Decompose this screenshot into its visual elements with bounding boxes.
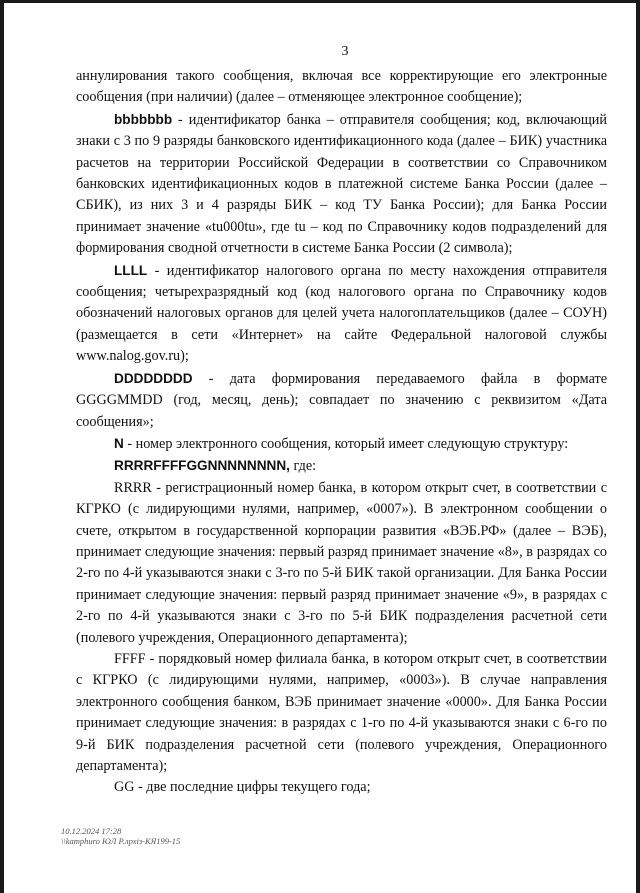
text-tax-authority: - идентификатор налогового органа по месту нахождения отправителя сообщения; четырехразрядный код (код налогового органа по Справочнику кодов обозначений налоговых органов для целей учета налогоплательщиков (далее – СОУН) (размещается в сети «Интернет» на сайте Федеральной налоговой службы www.nalog.gov.ru); [76,262,607,365]
paragraph-rrrr: RRRR - регистрационный номер банка, в котором открыт счет, в соответствии с КГРКО (с лидирующими нулями, например, «0007»). В электронном сообщении о счете, открытом в государственной корпорации развития «ВЭБ.РФ» (далее – ВЭБ), принимает следующие значения: первый разряд принимает значение «8», в разрядах со 2-го по 4-й указываются знаки с 3-го по 5-й БИК такой организации. Для Банка России принимает следующие значения: первый разряд принимает значение «9», в разрядах с 2-го по 4-й указываются знаки с 3-го по 5-й БИК подразделения расчетной сети (полевого учреждения, Операционного департамента); [76,479,607,646]
text-bank-identifier: - идентификатор банка – отправителя сообщения; код, включающий знаки с 3 по 9 разряды банковского идентификационного кода (далее – БИК) участника расчетов на территории Российской Федерации в соответствии со Справочником банковских идентификационных кодов в платежной системе Банка России (далее – СБИК), из них 3 и 4 разряды БИК – код ТУ Банка России); для Банка России принимает значение «tu000tu», где tu – код по Справочнику кодов подразделений для формирования сводной отчетности в системе Банка России (2 символа); [76,111,607,257]
text-date: - дата формирования передаваемого файла в формате GGGGMMDD (год, месяц, день); совпадает по значению с реквизитом «Дата сообщения»; [76,370,607,430]
code-date: DDDDDDDD [114,370,193,386]
paragraph-gg: GG - две последние цифры текущего года; [114,779,371,796]
paragraph-message-number [76,433,607,455]
code-tax-authority: LLLL [114,262,148,278]
code-bank-identifier: bbbbbbb [114,111,173,127]
scan-border-right [636,0,640,893]
paragraph-structure [76,455,607,477]
code-message-number: N [114,435,124,451]
footer-stamp [61,826,180,846]
paragraph-annulment: аннулирования такого сообщения, включая все корректирующие его электронные сообщения (при наличии) (далее – отменяющее электронное сообщение); [76,68,607,106]
scan-border-top [0,0,640,3]
footer-file-path: \\kamphuro ЮЛ Р.лрхіз-КЯ199-15 [61,836,181,846]
text-message-number: - номер электронного сообщения, который имеет следующую структуру: [123,435,569,452]
paragraph-ffff: FFFF - порядковый номер филиала банка, в котором открыт счет, в соответствии с КГРКО (с лидирующими нулями, например, «0003»). В случае направления электронного сообщения банком, ВЭБ принимает значение «0000». Для Банка России принимает следующие значения: в разрядах с 1-го по 4-й указываются знаки с 6-го по 9-й БИК подразделения расчетной сети (полевого учреждения, Операционного департамента); [76,650,607,774]
code-structure: RRRRFFFFGGNNNNNNNN, [114,458,290,474]
footer-timestamp: 10.12.2024 17:28 [61,826,122,836]
paragraph-tax-authority [76,260,607,368]
paragraph-date [76,368,607,433]
paragraph-bank-identifier [76,109,607,260]
page-number: 3 [341,44,349,59]
text-structure: где: [289,458,317,475]
scan-border-left [0,0,4,893]
document-body [76,66,607,799]
